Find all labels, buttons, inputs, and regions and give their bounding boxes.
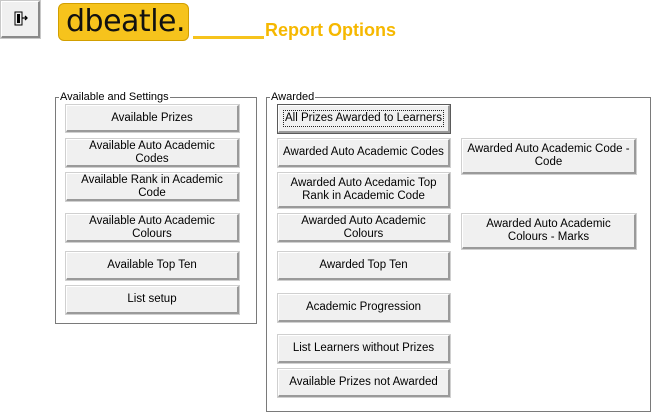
available-settings-legend: Available and Settings [60,91,169,103]
awarded-auto-academic-top-rank-button[interactable]: Awarded Auto Acedamic Top Rank in Academic Code [278,173,450,208]
available-rank-in-academic-code-button[interactable]: Available Rank in Academic Code [66,173,239,201]
awarded-legend: Awarded [271,91,315,103]
awarded-auto-academic-colours-marks-button[interactable]: Awarded Auto Academic Colours - Marks [462,214,636,249]
list-learners-without-prizes-button[interactable]: List Learners without Prizes [278,335,450,363]
available-prizes-button[interactable]: Available Prizes [66,105,239,132]
exit-door-icon [13,11,29,27]
dbeatle-logo [58,3,189,41]
available-auto-academic-colours-button[interactable]: Available Auto Academic Colours [66,214,239,242]
academic-progression-button[interactable]: Academic Progression [278,294,450,322]
logo-text: dbeatle [66,4,176,39]
exit-button[interactable] [1,1,40,38]
available-auto-academic-codes-button[interactable]: Available Auto Academic Codes [66,139,239,167]
available-prizes-not-awarded-button[interactable]: Available Prizes not Awarded [278,369,450,397]
available-top-ten-button[interactable]: Available Top Ten [66,252,239,280]
list-setup-button[interactable]: List setup [66,286,239,314]
logo-underline [193,36,264,39]
page-title: Report Options [265,20,396,40]
awarded-auto-academic-colours-button[interactable]: Awarded Auto Academic Colours [278,214,450,242]
awarded-auto-academic-code-code-button[interactable]: Awarded Auto Academic Code - Code [462,139,636,174]
awarded-top-ten-button[interactable]: Awarded Top Ten [278,252,450,280]
logo-dot: . [175,4,186,39]
all-prizes-awarded-button[interactable]: All Prizes Awarded to Learners [278,105,450,133]
awarded-auto-academic-codes-button[interactable]: Awarded Auto Academic Codes [278,139,450,167]
